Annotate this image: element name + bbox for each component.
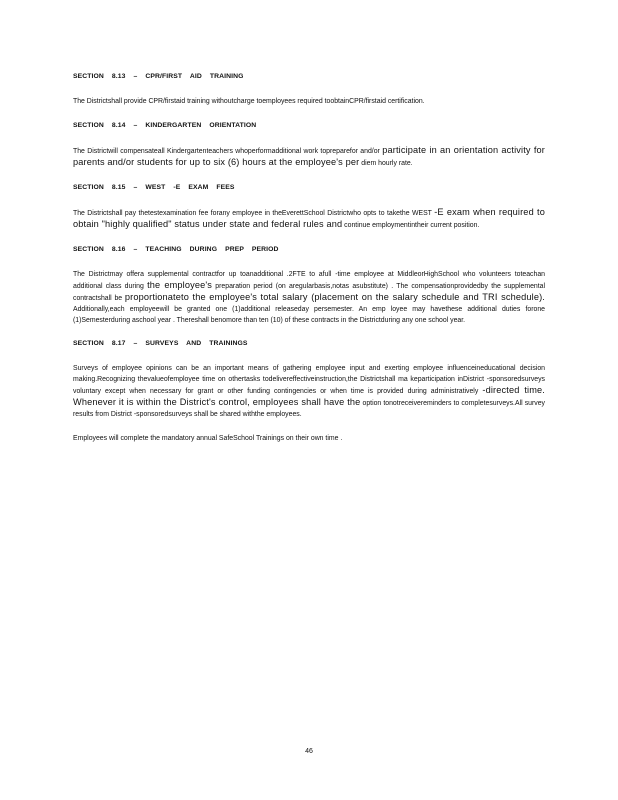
section-text: The Districtshall provide CPR/firstaid training withoutcharge toemployees required toobtainCPR/firstaid certification. [73, 98, 425, 105]
page-content [73, 72, 545, 458]
section-text-large: -directed time. Whenever it is within the District's control, employees shall have the [73, 385, 545, 407]
section-text: Additionally,each employeewill be granted one (1)additional releaseday persemester. An emp loyee may havethese additional duties forone (1)Semesterduring aschool year . Thereshall benomore than ten (10) of these contracts in the Districtduring any one school year. [73, 306, 545, 324]
section-text: The Districtshall pay thetestexamination fee forany employee in theEverettSchool Districtwho opts to takethe WEST [73, 210, 432, 217]
page-number: 46 [305, 748, 313, 755]
section-text: Surveys of employee opinions can be an important means of gathering employee input and exerting employee influenceineducational decision making.Recognizing thevalueofemployee time on othertasks todelivereffectiveinstruction,the Districtshall ma keparticipation inDistrict -sponsoredsurveys voluntary except when necessary for grant or other funding contingencies or when time is provided during administratively [73, 365, 545, 395]
section-body-8-15 [73, 207, 545, 231]
section-text: The Districtwill compensateall Kindergartenteachers whoperformadditional work topreparefor and/or [73, 148, 380, 155]
section-text-large: the employee's [147, 280, 213, 290]
closing-paragraph [73, 433, 545, 444]
section-text: diem hourly rate. [361, 160, 413, 167]
section-heading-8-14: SECTION 8.14 – KINDERGARTEN ORIENTATION [73, 122, 257, 129]
section-text-large: -E exam when required to obtain "highly qualified" status under state and federal rules and [73, 207, 545, 229]
section-text-large: proportionateto the employee's total salary (placement on the salary schedule and TRI schedule). [124, 292, 545, 302]
section-text-large: participate in an orientation activity for parents and/or students for up to six (6) hours at the employee's per [73, 145, 545, 167]
section-text: The Districtmay offera supplemental contractfor up toanadditional .2FTE to afull -time employee at MiddleorHighSchool who volunteers toteachan additional class during [73, 271, 545, 290]
closing-text: Employees will complete the mandatory annual SafeSchool Trainings on their own time . [73, 435, 343, 442]
section-body-8-14 [73, 145, 545, 169]
section-text: continue employmentintheir current position. [344, 222, 480, 229]
section-heading-8-17: SECTION 8.17 – SURVEYS AND TRAININGS [73, 340, 248, 347]
section-heading-8-16: SECTION 8.16 – TEACHING DURING PREP PERIOD [73, 246, 279, 253]
section-text: option tonotreceivereminders to completesurveys.All survey results from District -sponsoredsurveys shall be shared withthe employees. [73, 400, 545, 418]
section-heading-8-15: SECTION 8.15 – WEST -E EXAM FEES [73, 184, 235, 191]
section-text: preparation period (on aregularbasis,notas asubstitute) . The compensationprovidedby the supplemental contractshall be [73, 283, 546, 302]
section-heading-8-13: SECTION 8.13 – CPR/FIRST AID TRAINING [73, 73, 244, 80]
section-body-8-13 [73, 96, 545, 107]
section-body-8-16 [73, 269, 545, 326]
section-body-8-17 [73, 363, 545, 420]
